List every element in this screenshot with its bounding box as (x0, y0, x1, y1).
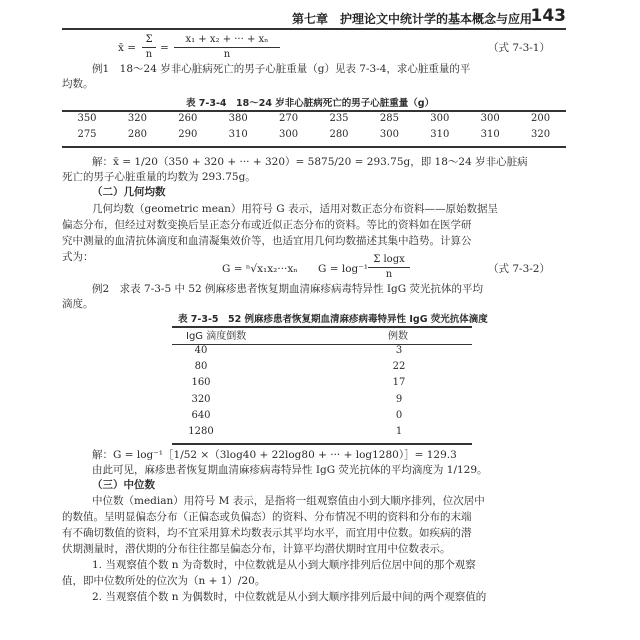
table1-cell: 280 (329, 129, 349, 140)
example2-line2: 滴度。 (62, 298, 94, 310)
table1-cell: 320 (531, 129, 551, 140)
geo-denominator: n (385, 269, 393, 280)
table2-header-rule (172, 344, 472, 345)
solution1-line2: 死亡的男子心脏重量的均数为 293.75g。 (62, 171, 256, 183)
table2-titer-cell: 40 (194, 345, 208, 356)
section2-heading: （二）几何均数 (92, 186, 166, 198)
table1-cell: 270 (279, 113, 299, 124)
geo-formula-log: G = log⁻¹ (318, 263, 369, 275)
table1-cell: 310 (480, 129, 500, 140)
table2-top-rule (172, 326, 472, 328)
table1-cell: 350 (77, 113, 97, 124)
fraction-bar (174, 47, 280, 48)
table1-cell: 300 (430, 113, 450, 124)
table1-cell: 280 (127, 129, 147, 140)
geo-numerator: Σ logx (373, 254, 405, 265)
example1-line1: 例1 18～24 岁非心脏病死亡的男子心脏重量（g）见表 7-3-4，求心脏重量的平 (92, 63, 471, 75)
equals-sign: = (160, 42, 169, 54)
example2-line1: 例2 求表 7-3-5 中 52 例麻疹患者恢复期血清麻疹病毒特异性 IgG 荧光抗体的平均 (92, 283, 483, 295)
table1-cell: 260 (178, 113, 198, 124)
fraction-bar (142, 47, 156, 48)
section3-line: 2. 当观察值个数 n 为偶数时，中位数就是从小到大顺序排列后最中间的两个观察值的 (92, 591, 487, 603)
table2-titer-cell: 160 (191, 377, 211, 389)
sum-denominator: n (145, 49, 153, 60)
solution1-line1: 解：x̄ = 1/20（350 + 320 + ··· + 320）= 5875/20 = 293.75g，即 18～24 岁非心脏病 (92, 156, 528, 168)
mean-denominator: n (223, 49, 231, 60)
section2-line: 究中测量的血清抗体滴度和血清凝集效价等，也适宜用几何均数描述其集中趋势。计算公 (62, 235, 472, 247)
section3-line: 1. 当观察值个数 n 为奇数时，中位数就是从小到大顺序排列后位居中间的那个观察 (92, 559, 476, 571)
fraction-bar (368, 267, 410, 268)
table2-titer-cell: 1280 (188, 426, 214, 437)
table1-cell: 380 (228, 113, 248, 124)
formula-ref: （式 7-3-1） (488, 42, 550, 54)
section2-line: 几何均数（geometric mean）用符号 G 表示，适用对数正态分布资料——原始数据呈 (92, 203, 498, 215)
table1-cell: 300 (379, 129, 399, 140)
section3-line: 伏期测量时，潜伏期的分布往往都呈偏态分布，计算平均潜伏期时宜用中位数表示。 (62, 543, 451, 555)
page-number: 143 (530, 6, 566, 26)
solution2-line2: 由此可见，麻疹患者恢复期血清麻疹病毒特异性 IgG 荧光抗体的平均滴度为 1/129。 (92, 464, 488, 476)
table2-caption: 表 7-3-5 52 例麻疹患者恢复期血清麻疹病毒特异性 IgG 荧光抗体滴度 (178, 314, 488, 325)
table2-count-cell: 22 (392, 361, 406, 373)
table2-titer-cell: 320 (191, 393, 211, 405)
table1-cell: 310 (228, 129, 248, 140)
table2-count-cell: 1 (395, 426, 403, 437)
section2-line: 偏态分布，但经过对数变换后呈正态分布或近似正态分布的资料。等比的资料如在医学研 (62, 219, 472, 231)
page-header (62, 6, 566, 30)
chapter-title: 第七章 护理论文中统计学的基本概念与应用 (291, 12, 532, 26)
formula-lhs: x̄ = (118, 42, 137, 54)
table1-cell: 290 (178, 129, 198, 140)
table1-bottom-rule (62, 146, 566, 148)
table2-titer-cell: 640 (191, 409, 211, 421)
table1-cell: 235 (329, 113, 349, 124)
table1-top-rule (62, 110, 566, 112)
table2-count-cell: 0 (395, 409, 403, 421)
section3-line: 值，即中位数所处的位次为（n + 1）/20。 (62, 575, 266, 587)
solution2-line1: 解：G = log⁻¹［1/52 ×（3log40 + 22log80 + ··· + log1280）］= 129.3 (92, 449, 457, 461)
section3-line: 有不确切数值的资料，均不宜采用算术均数表示其平均水平，而宜用中位数。如疾病的潜 (62, 527, 472, 539)
table2-col1-header: IgG 滴度倒数 (186, 331, 247, 342)
table1-cell: 275 (77, 129, 97, 140)
example1-line2: 均数。 (62, 78, 94, 90)
table2-col2-header: 例数 (388, 331, 408, 342)
section3-heading: （三）中位数 (92, 479, 155, 491)
table2-count-cell: 3 (395, 345, 403, 356)
geo-formula-root: G = ⁿ√x₁x₂···xₙ (222, 263, 298, 275)
table2-bottom-rule (172, 443, 472, 445)
table2-titer-cell: 80 (194, 361, 208, 373)
section2-line: 式为： (62, 251, 94, 263)
section3-line: 中位数（median）用符号 M 表示，是指将一组观察值由小到大顺序排列，位次居中 (92, 495, 485, 507)
section3-line: 的数值。呈明显偏态分布（正偏态或负偏态）的资料、分布情况不明的资料和分布的末端 (62, 511, 472, 523)
sum-symbol: Σ (145, 34, 153, 45)
table1-cell: 200 (531, 113, 551, 124)
table1-cell: 320 (127, 113, 147, 124)
table1-caption: 表 7-3-4 18～24 岁非心脏病死亡的男子心脏重量（g） (186, 98, 435, 109)
table1-cell: 300 (480, 113, 500, 124)
formula-ref: （式 7-3-2） (488, 263, 550, 275)
table1-cell: 285 (379, 113, 399, 124)
table2-count-cell: 17 (392, 377, 406, 389)
table2-count-cell: 9 (395, 393, 403, 405)
mean-numerator: x₁ + x₂ + ··· + xₙ (185, 34, 269, 45)
table1-cell: 310 (430, 129, 450, 140)
table1-cell: 300 (279, 129, 299, 140)
